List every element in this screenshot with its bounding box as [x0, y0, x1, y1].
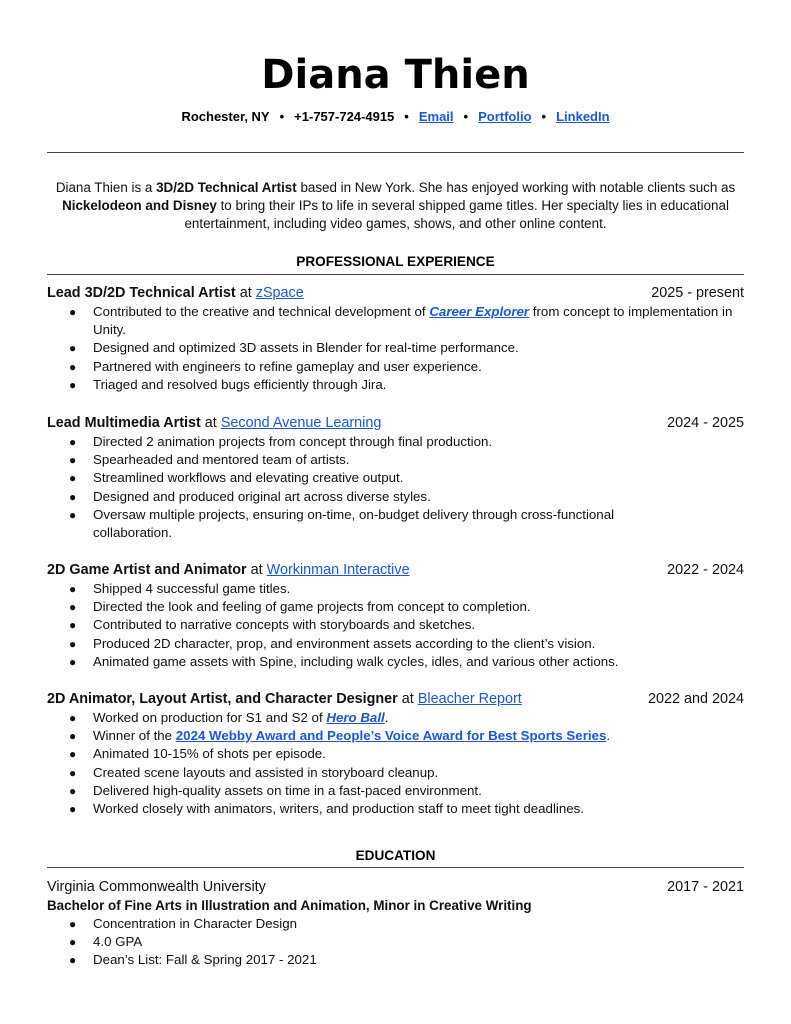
bullet-icon: ●	[69, 917, 77, 931]
bullet-icon: ●	[69, 305, 77, 319]
section-title-experience: PROFESSIONAL EXPERIENCE	[296, 254, 495, 269]
bullet-icon: ●	[69, 935, 77, 950]
bullet-text: Worked on production for S1 and S2 of	[93, 710, 327, 725]
at-label: at	[250, 562, 263, 578]
bullet-text: Contributed to narrative concepts with storyboards and sketches.	[93, 617, 476, 633]
bullet-text: .	[606, 728, 611, 744]
bullet-icon: ●	[69, 600, 77, 615]
summary	[47, 179, 744, 234]
summary-text: Diana Thien is a	[55, 180, 157, 195]
bullet-icon: ●	[69, 377, 77, 392]
summary-role: 3D/2D Technical Artist	[156, 180, 297, 195]
bullet-text: Animated 10-15% of shots per episode.	[93, 746, 326, 762]
job-bullets	[47, 580, 744, 671]
separator-dot: •	[404, 109, 409, 124]
job-dates: 2025 - present	[651, 285, 744, 301]
contact-line	[47, 108, 744, 126]
header-divider	[47, 152, 744, 153]
bullet-icon: ●	[69, 953, 77, 968]
at-label: at	[204, 415, 217, 431]
bullet-text: Designed and optimized 3D assets in Blender for real-time performance.	[93, 340, 519, 356]
at-label: at	[401, 691, 414, 707]
bullet-text: Produced 2D character, prop, and environment assets according to the client’s vision.	[93, 635, 596, 651]
bullet-text: Triaged and resolved bugs efficiently through Jira.	[93, 376, 387, 392]
list-item	[47, 951, 744, 969]
list-item	[47, 469, 744, 487]
list-item	[47, 358, 744, 376]
bullet-icon: ●	[69, 471, 77, 486]
bullet-text: Winner of the	[93, 728, 176, 744]
bullet-icon: ●	[69, 507, 77, 522]
bullet-text: Concentration in Character Design	[93, 916, 297, 931]
school-name: Virginia Commonwealth University	[47, 879, 266, 895]
bullet-text: Directed the look and feeling of game projects from concept to completion.	[93, 599, 531, 615]
show-link[interactable]: Hero Ball	[326, 710, 385, 725]
job-dates: 2022 and 2024	[647, 691, 744, 707]
award-link[interactable]: 2024 Webby Award and People’s Voice Award for Best Sports Series	[175, 728, 607, 744]
job-header	[47, 413, 744, 433]
job-entry	[47, 689, 744, 818]
bullet-icon: ●	[69, 582, 77, 596]
job-bullets	[47, 709, 744, 818]
bullet-icon: ●	[69, 341, 77, 356]
degree: Bachelor of Fine Arts in Illustration and Animation, Minor in Creative Writing	[47, 898, 532, 913]
company-link[interactable]: Second Avenue Learning	[220, 415, 382, 431]
company-link[interactable]: Bleacher Report	[417, 691, 522, 707]
bullet-text: Spearheaded and mentored team of artists.	[93, 452, 350, 468]
job-dates: 2022 - 2024	[667, 562, 744, 578]
list-item	[47, 303, 744, 339]
phone: +1-757-724-4915	[294, 109, 395, 124]
job-bullets	[47, 303, 744, 394]
at-label: at	[239, 285, 252, 301]
separator-dot: •	[541, 109, 547, 124]
education-dates: 2017 - 2021	[667, 879, 744, 895]
bullet-icon: ●	[69, 747, 77, 762]
list-item	[47, 782, 744, 800]
bullet-text: Delivered high-quality assets on time in a fast-paced environment.	[93, 782, 482, 798]
section-divider	[47, 867, 744, 868]
bullet-icon: ●	[69, 765, 77, 780]
bullet-icon: ●	[69, 802, 77, 817]
list-item	[47, 376, 744, 394]
bullet-text: Shipped 4 successful game titles.	[93, 581, 291, 596]
bullet-text: Worked closely with animators, writers, and production staff to meet tight deadlines.	[93, 801, 584, 817]
job-entry	[47, 283, 744, 394]
bullet-text: 4.0 GPA	[93, 934, 143, 950]
job-title: 2D Game Artist and Animator	[47, 562, 247, 578]
list-item	[47, 800, 744, 818]
list-item	[47, 764, 744, 782]
list-item	[47, 653, 744, 671]
bullet-text: Contributed to the creative and technical development of	[93, 304, 430, 319]
bullet-text: Created scene layouts and assisted in storyboard cleanup.	[93, 764, 439, 780]
bullet-text: Oversaw multiple projects, ensuring on-time, on-budget delivery through cross-functional collaboration.	[93, 506, 615, 541]
job-title: Lead 3D/2D Technical Artist	[47, 285, 236, 301]
list-item	[47, 506, 744, 542]
bullet-text: Partnered with engineers to refine gameplay and user experience.	[93, 358, 482, 374]
section-title-education: EDUCATION	[355, 848, 436, 863]
section-divider	[47, 274, 744, 275]
bullet-icon: ●	[69, 453, 77, 468]
bullet-icon: ●	[69, 654, 77, 669]
bullet-icon: ●	[69, 783, 77, 798]
company-link[interactable]: zSpace	[255, 285, 304, 301]
job-entry	[47, 560, 744, 671]
summary-text: to bring their IPs to life in several shipped game titles. Her specialty lies in educational entertainment, including video games, shows, and other online content.	[184, 198, 729, 232]
separator-dot: •	[463, 109, 469, 124]
bullet-icon: ●	[69, 636, 77, 651]
list-item	[47, 635, 744, 653]
list-item	[47, 745, 744, 763]
bullet-text: Dean’s List: Fall & Spring 2017 - 2021	[93, 952, 317, 968]
job-header	[47, 560, 744, 580]
list-item	[47, 451, 744, 469]
bullet-icon: ●	[69, 435, 77, 449]
job-title: Lead Multimedia Artist	[47, 415, 201, 431]
list-item	[47, 727, 744, 745]
bullet-text: Animated game assets with Spine, including walk cycles, idles, and various other actions.	[93, 653, 619, 669]
summary-text: based in New York. She has enjoyed working with notable clients such as	[296, 180, 736, 195]
education-header	[47, 877, 744, 897]
list-item	[47, 933, 744, 951]
list-item	[47, 598, 744, 616]
bullet-text: Streamlined workflows and elevating creative output.	[93, 470, 404, 486]
bullet-icon: ●	[69, 729, 77, 744]
education-bullets	[47, 915, 744, 970]
job-dates: 2024 - 2025	[667, 415, 744, 431]
bullet-icon: ●	[69, 359, 77, 374]
job-header	[47, 689, 744, 709]
bullet-icon: ●	[69, 711, 77, 725]
linkedin-link[interactable]: LinkedIn	[556, 109, 610, 124]
email-link[interactable]: Email	[418, 109, 454, 124]
list-item	[47, 339, 744, 357]
job-entry	[47, 413, 744, 542]
list-item	[47, 580, 744, 598]
bullet-icon: ●	[69, 618, 77, 633]
bullet-text: Designed and produced original art across diverse styles.	[93, 488, 431, 504]
bullet-text: .	[384, 710, 389, 725]
bullet-text: from concept to implementation in Unity.	[93, 304, 733, 338]
project-link[interactable]: Career Explorer	[429, 304, 530, 319]
separator-dot: •	[279, 109, 285, 124]
job-header	[47, 283, 744, 303]
job-bullets	[47, 433, 744, 542]
list-item	[47, 709, 744, 727]
location: Rochester, NY	[181, 109, 270, 124]
list-item	[47, 915, 744, 933]
education-entry	[47, 877, 744, 970]
portfolio-link[interactable]: Portfolio	[478, 109, 532, 124]
job-title: 2D Animator, Layout Artist, and Character Designer	[47, 691, 398, 707]
company-link[interactable]: Workinman Interactive	[266, 562, 410, 578]
summary-clients: Nickelodeon and Disney	[62, 198, 217, 214]
bullet-text: Directed 2 animation projects from concept through final production.	[93, 434, 493, 449]
list-item	[47, 616, 744, 634]
list-item	[47, 433, 744, 451]
candidate-name: Diana Thien	[261, 52, 530, 98]
bullet-icon: ●	[69, 489, 77, 504]
list-item	[47, 488, 744, 506]
